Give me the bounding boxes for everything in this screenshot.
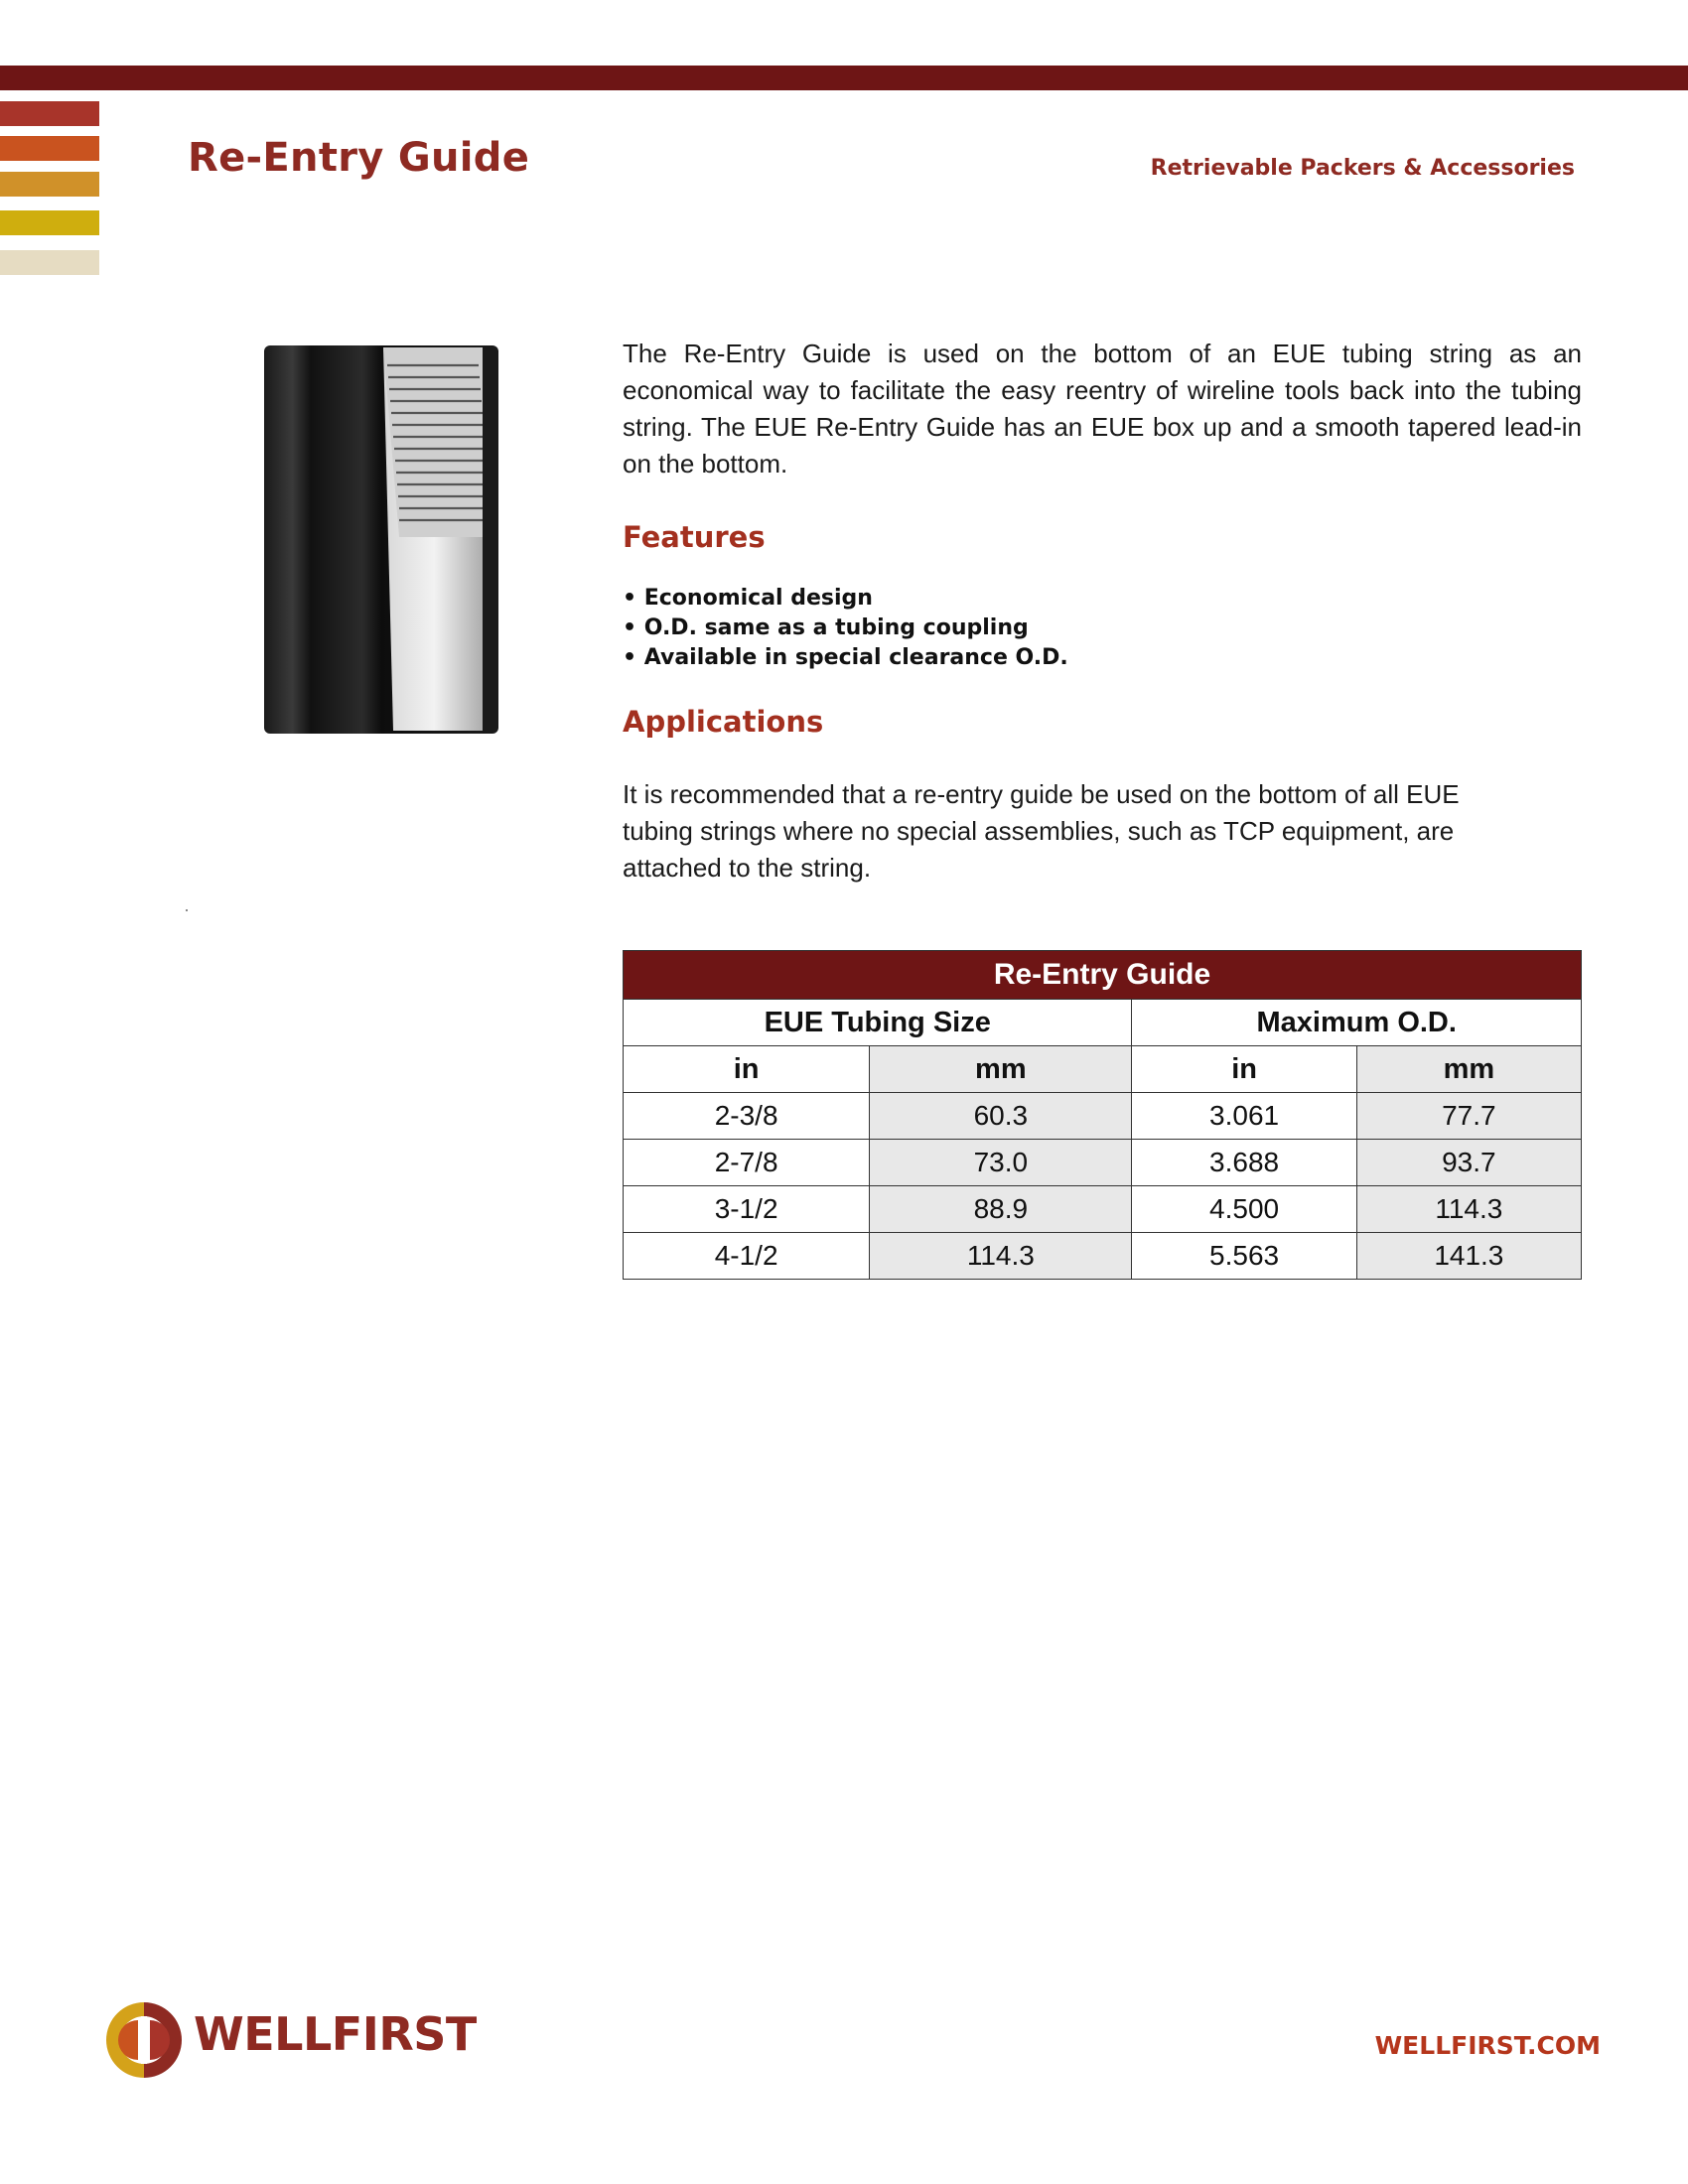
accent-stripe: [0, 172, 99, 197]
table-cell: 5.563: [1132, 1233, 1356, 1280]
applications-paragraph: It is recommended that a re-entry guide be used on the bottom of all EUE tubing strings where no special assemblies, such as TCP equipment, are attached to the string.: [623, 779, 1460, 883]
top-bar: [0, 66, 1688, 90]
table-cell: 2-7/8: [624, 1140, 870, 1186]
table-cell: 88.9: [870, 1186, 1132, 1233]
table-cell: 73.0: [870, 1140, 1132, 1186]
table-cell: 3.061: [1132, 1093, 1356, 1140]
feature-item: • Available in special clearance O.D.: [623, 643, 1582, 673]
table-cell: 3-1/2: [624, 1186, 870, 1233]
content-column: [623, 336, 1582, 887]
table-cell: 114.3: [870, 1233, 1132, 1280]
accent-stripe: [0, 136, 99, 161]
table-row: [624, 1140, 1582, 1186]
table-cell: 60.3: [870, 1093, 1132, 1140]
feature-item: • Economical design: [623, 584, 1582, 614]
table-cell: 2-3/8: [624, 1093, 870, 1140]
group-header-tubing-size: EUE Tubing Size: [624, 1000, 1132, 1046]
table-cell: 77.7: [1356, 1093, 1581, 1140]
wellfirst-logo-icon: [102, 1998, 186, 2082]
table-row: [624, 1186, 1582, 1233]
table-row: [624, 1093, 1582, 1140]
footer-url[interactable]: WELLFIRST.COM: [1374, 2031, 1601, 2060]
spec-table: [623, 950, 1582, 1280]
features-heading: Features: [623, 520, 766, 554]
product-image: [262, 343, 500, 736]
stray-mark: [186, 909, 188, 911]
applications-heading: Applications: [623, 705, 824, 739]
table-cell: 114.3: [1356, 1186, 1581, 1233]
table-title: Re-Entry Guide: [624, 951, 1582, 1000]
unit-header: in: [624, 1046, 870, 1093]
unit-header: mm: [1356, 1046, 1581, 1093]
feature-item: • O.D. same as a tubing coupling: [623, 614, 1582, 643]
table-cell: 141.3: [1356, 1233, 1581, 1280]
accent-stripe: [0, 101, 99, 126]
section-tag: Retrievable Packers & Accessories: [1150, 156, 1575, 181]
unit-header: mm: [870, 1046, 1132, 1093]
table-cell: 93.7: [1356, 1140, 1581, 1186]
table-unit-row: [624, 1046, 1582, 1093]
accent-stripe: [0, 210, 99, 235]
table-cell: 4.500: [1132, 1186, 1356, 1233]
table-group-row: [624, 1000, 1582, 1046]
unit-header: in: [1132, 1046, 1356, 1093]
brand-name: WELLFIRST: [194, 2007, 477, 2061]
table-cell: 4-1/2: [624, 1233, 870, 1280]
intro-paragraph: The Re-Entry Guide is used on the bottom of an EUE tubing string as an economical way to facilitate the easy reentry of wireline tools back into the tubing string. The EUE Re-Entry Guide has an EUE box up and a smooth tapered lead-in on the bottom.: [623, 339, 1582, 478]
table-cell: 3.688: [1132, 1140, 1356, 1186]
features-list: [623, 584, 1582, 673]
table-title-row: [624, 951, 1582, 1000]
accent-stripe: [0, 250, 99, 275]
page-title: Re-Entry Guide: [188, 135, 530, 181]
table-row: [624, 1233, 1582, 1280]
group-header-max-od: Maximum O.D.: [1132, 1000, 1582, 1046]
